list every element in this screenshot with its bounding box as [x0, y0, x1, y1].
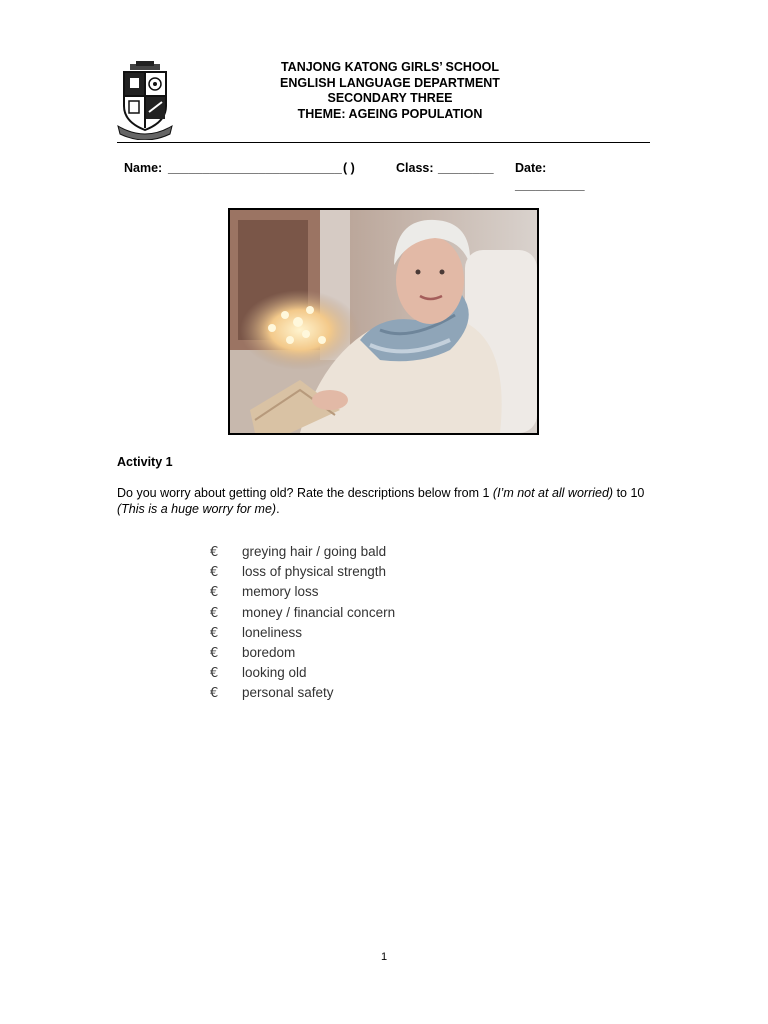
class-field[interactable]: ________ — [438, 161, 494, 175]
name-label: Name: — [124, 161, 163, 175]
list-item[interactable] — [210, 643, 395, 663]
instruction-scale-high: (This is a huge worry for me) — [117, 502, 277, 516]
register-number-field[interactable]: ( ) — [343, 161, 355, 175]
list-item[interactable] — [210, 603, 395, 623]
activity-title: Activity 1 — [117, 455, 173, 469]
instruction-scale-low: (I’m not at all worried) — [492, 486, 614, 500]
school-crest-icon — [116, 60, 174, 140]
list-item-label: personal safety — [242, 685, 334, 701]
list-item[interactable] — [210, 542, 395, 562]
list-item-label: loneliness — [242, 624, 303, 640]
date-field[interactable]: __________ — [515, 178, 585, 192]
instruction-text-end: . — [276, 502, 280, 516]
school-name: TANJONG KATONG GIRLS’ SCHOOL — [280, 60, 500, 74]
list-item-label: money / financial concern — [242, 604, 396, 620]
bullet-checkbox-icon: € — [210, 545, 219, 560]
class-label: Class: — [396, 161, 434, 175]
date-label: Date: — [515, 161, 547, 175]
list-item-label: boredom — [242, 644, 296, 660]
elderly-woman-photo — [228, 208, 539, 435]
instruction-text-mid: to 10 — [613, 486, 645, 500]
instruction-text-start: Do you worry about getting old? Rate the descriptions below from 1 — [117, 486, 493, 500]
list-item[interactable] — [210, 623, 395, 643]
bullet-checkbox-icon: € — [210, 645, 219, 661]
bullet-checkbox-icon: € — [210, 565, 219, 581]
list-item-label: loss of physical strength — [242, 564, 387, 580]
bullet-checkbox-icon: € — [210, 625, 219, 641]
bullet-checkbox-icon: € — [210, 585, 219, 601]
department-name: ENGLISH LANGUAGE DEPARTMENT — [280, 75, 500, 90]
list-item-label: memory loss — [242, 584, 319, 600]
theme-title: THEME: AGEING POPULATION — [297, 106, 483, 121]
header-divider — [117, 142, 650, 143]
page-number: 1 — [380, 951, 388, 963]
list-item-label: looking old — [242, 665, 307, 681]
document-header — [230, 60, 550, 122]
activity-instruction — [117, 485, 657, 517]
class-level: SECONDARY THREE — [327, 91, 453, 105]
list-item[interactable] — [210, 663, 395, 683]
list-item[interactable] — [210, 562, 395, 582]
worry-list — [210, 542, 395, 704]
name-field[interactable]: _________________________ — [168, 161, 342, 175]
bullet-checkbox-icon: € — [210, 666, 219, 682]
bullet-checkbox-icon: € — [210, 686, 219, 702]
bullet-checkbox-icon: € — [210, 605, 219, 621]
student-info-row — [0, 161, 768, 201]
list-item[interactable] — [210, 683, 395, 703]
list-item-label: greying hair / going bald — [242, 544, 387, 559]
list-item[interactable] — [210, 582, 395, 602]
